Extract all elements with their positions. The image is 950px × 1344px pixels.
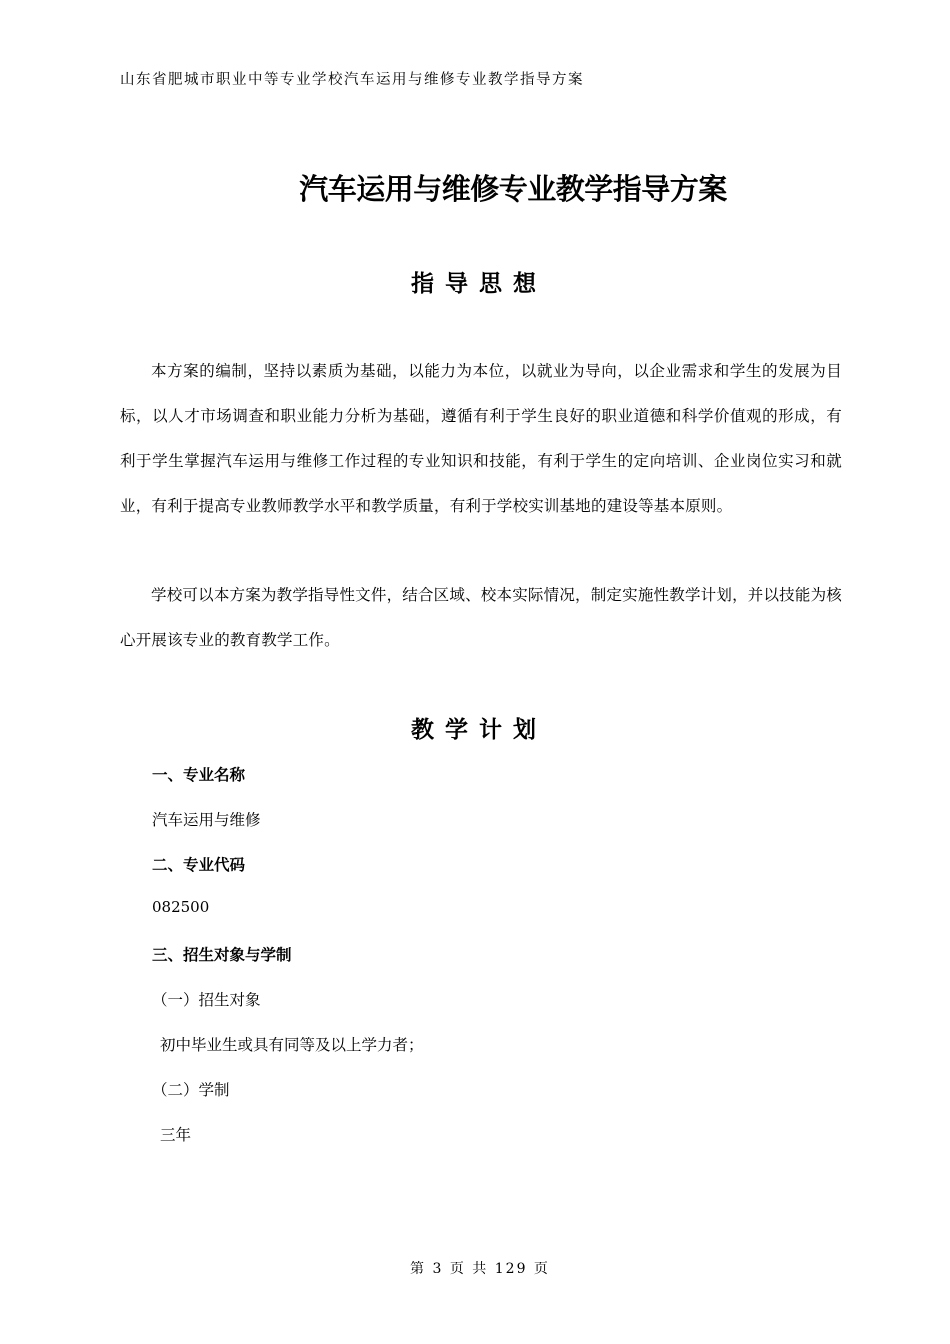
major-name-value: 汽车运用与维修 xyxy=(152,811,261,829)
major-code-value: 082500 xyxy=(152,898,210,916)
paragraph-guiding-2: 学校可以本方案为教学指导性文件，结合区域、校本实际情况，制定实施性教学计划，并以技能为核心开展该专业的教育教学工作。 xyxy=(120,586,842,649)
section-title-guiding: 指导思想 xyxy=(411,271,547,297)
page-number: 第 3 页 共 129 页 xyxy=(410,1261,550,1277)
heading-major-name: 一、专业名称 xyxy=(152,766,246,784)
heading-enrollment: 三、招生对象与学制 xyxy=(152,946,292,964)
paragraph-guiding-1: 本方案的编制，坚持以素质为基础，以能力为本位，以就业为导向，以企业需求和学生的发展为目标，以人才市场调查和职业能力分析为基础，遵循有利于学生良好的职业道德和科学价值观的形成，有利于学生掌握汽车运用与维修工作过程的专业知识和技能，有利于学生的定向培训、企业岗位实习和就业，有利于提高专业教师教学水平和教学质量，有利于学校实训基地的建设等基本原则。 xyxy=(120,362,842,515)
enrollment-target-value: 初中毕业生或具有同等及以上学力者； xyxy=(160,1036,424,1054)
subheading-enrollment-target: （一）招生对象 xyxy=(152,991,261,1009)
section-title-plan: 教学计划 xyxy=(411,717,547,743)
heading-major-code: 二、专业代码 xyxy=(152,856,246,874)
document-title: 汽车运用与维修专业教学指导方案 xyxy=(299,172,727,206)
duration-value: 三年 xyxy=(160,1126,192,1144)
subheading-duration: （二）学制 xyxy=(152,1081,230,1099)
running-header: 山东省肥城市职业中等专业学校汽车运用与维修专业教学指导方案 xyxy=(120,72,584,88)
